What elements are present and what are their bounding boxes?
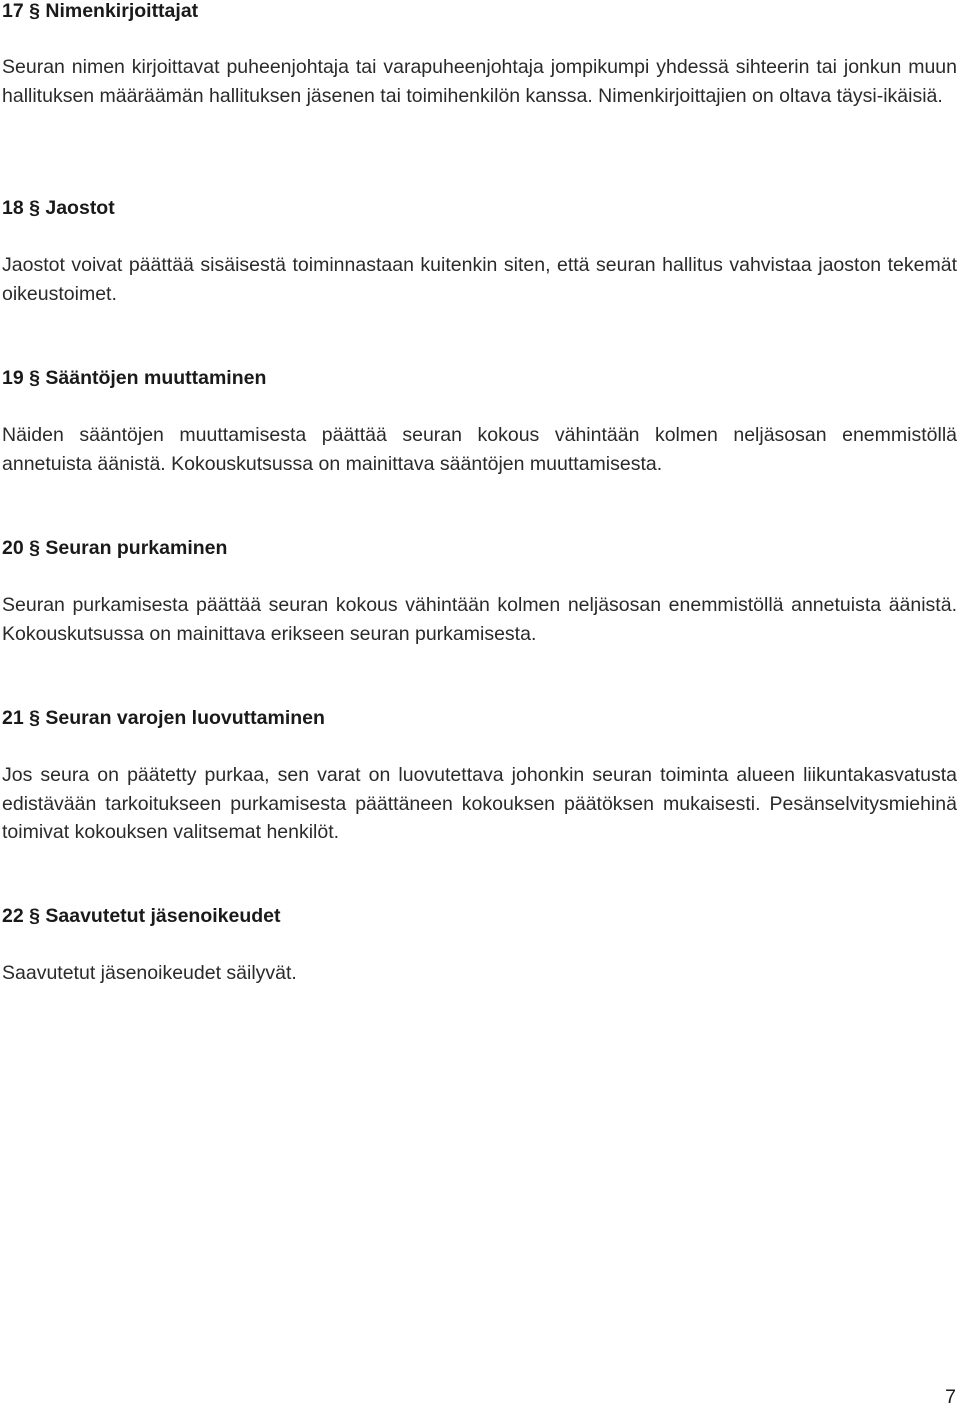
section-heading-21: 21 § Seuran varojen luovuttaminen	[2, 707, 325, 729]
section-heading-19: 19 § Sääntöjen muuttaminen	[2, 367, 267, 389]
section-heading-22: 22 § Saavutetut jäsenoikeudet	[2, 905, 281, 927]
section-heading-18: 18 § Jaostot	[2, 197, 115, 219]
section-heading-20: 20 § Seuran purkaminen	[2, 537, 228, 559]
page-number: 7	[945, 1386, 956, 1408]
section-text-17: Seuran nimen kirjoittavat puheenjohtaja tai varapuheenjohtaja jompikumpi yhdessä sihteerin tai jonkun muun hallituksen määräämän hallituksen jäsenen tai toimihenkilön kanssa. Nimenkirjoittajien on oltava täysi-ikäisiä.	[2, 56, 957, 107]
section-text-20: Seuran purkamisesta päättää seuran kokous vähintään kolmen neljäsosan enemmistöllä annetuista äänistä. Kokouskutsussa on mainittava erikseen seuran purkamisesta.	[2, 594, 957, 645]
section-text-18: Jaostot voivat päättää sisäisestä toiminnastaan kuitenkin siten, että seuran hallitus vahvistaa jaoston tekemät oikeustoimet.	[2, 254, 957, 305]
section-heading-17: 17 § Nimenkirjoittajat	[2, 0, 199, 22]
section-text-22: Saavutetut jäsenoikeudet säilyvät.	[2, 962, 297, 984]
section-text-19: Näiden sääntöjen muuttamisesta päättää seuran kokous vähintään kolmen neljäsosan enemmistöllä annetuista äänistä. Kokouskutsussa on mainittava sääntöjen muuttamisesta.	[2, 424, 957, 475]
section-text-21: Jos seura on päätetty purkaa, sen varat on luovutettava johonkin seuran toiminta alueen liikuntakasvatusta edistävään tarkoitukseen purkamisesta päättäneen kokouksen päätöksen mukaisesti. Pesänselvitysmiehinä toimivat kokouksen valitsemat henkilöt.	[2, 764, 957, 843]
